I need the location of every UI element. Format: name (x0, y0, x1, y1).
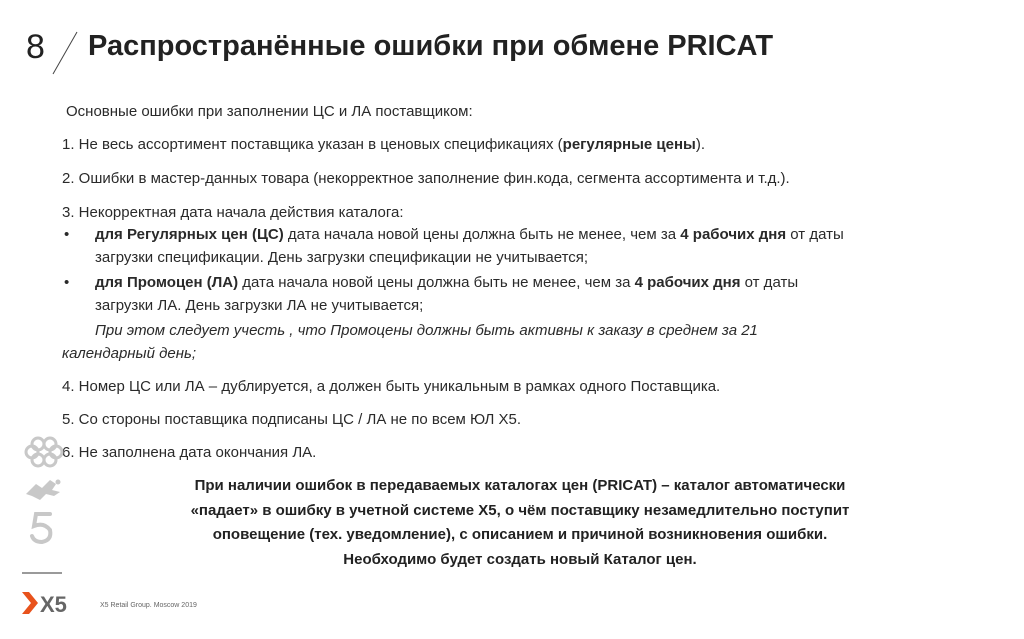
list-item-3: 3. Некорректная дата начала действия каталога: (62, 204, 404, 221)
page-title: Распространённые ошибки при обмене PRICAT (88, 30, 774, 62)
bullet-2-line-1: для Промоцен (ЛА) дата начала новой цены должна быть не менее, чем за 4 рабочих дня от даты (95, 274, 799, 291)
note-line-2: календарный день; (62, 345, 197, 362)
list-item-5: 5. Со стороны поставщика подписаны ЦС / ЛА не по всем ЮЛ Х5. (62, 411, 522, 428)
conclusion-text (110, 474, 930, 572)
slide-number: 8 (26, 28, 45, 66)
pyaterochka-five-icon (32, 514, 50, 542)
bullet-1: • (64, 226, 70, 243)
footer-copyright: X5 Retail Group. Moscow 2019 (100, 602, 197, 609)
note-line-1: При этом следует учесть , что Промоцены должны быть активны к заказу в среднем за 21 (95, 322, 758, 339)
bullet-2-line-2: загрузки ЛА. День загрузки ЛА не учитывается; (95, 297, 424, 314)
perekrestok-clover-icon (26, 438, 62, 466)
title-divider-slash (50, 30, 80, 76)
list-item-6: 6. Не заполнена дата окончания ЛА. (62, 444, 317, 461)
x5-logo-icon (22, 588, 82, 618)
list-item-4: 4. Номер ЦС или ЛА – дублируется, а должен быть уникальным в рамках одного Поставщика. (62, 378, 721, 395)
footer-divider (22, 572, 62, 574)
karusel-horse-icon (26, 480, 61, 501)
conclusion-line-2: «падает» в ошибку в учетной системе Х5, о чём поставщику незамедлительно поступит (190, 501, 850, 519)
bullet-1-line-1: для Регулярных цен (ЦС) дата начала новой цены должна быть не менее, чем за 4 рабочих дня от даты (95, 226, 844, 243)
intro-text: Основные ошибки при заполнении ЦС и ЛА поставщиком: (66, 103, 473, 120)
conclusion-line-1: При наличии ошибок в передаваемых каталогах цен (PRICAT) – каталог автоматически (194, 477, 846, 494)
bullet-2: • (64, 274, 70, 291)
bullet-1-line-2: загрузки спецификации. День загрузки спецификации не учитывается; (95, 249, 589, 266)
conclusion-line-3: оповещение (тех. уведомление), с описанием и причиной возникновения ошибки. (212, 526, 828, 543)
conclusion-line-4: Необходимо будет создать новый Каталог цен. (343, 550, 697, 568)
x5-logo-text: X5 (40, 592, 67, 617)
brand-icons (22, 434, 72, 564)
list-item-1: 1. Не весь ассортимент поставщика указан в ценовых спецификациях (регулярные цены). (62, 136, 705, 153)
list-item-2: 2. Ошибки в мастер-данных товара (некорректное заполнение фин.кода, сегмента ассортимента и т.д.). (62, 170, 790, 187)
